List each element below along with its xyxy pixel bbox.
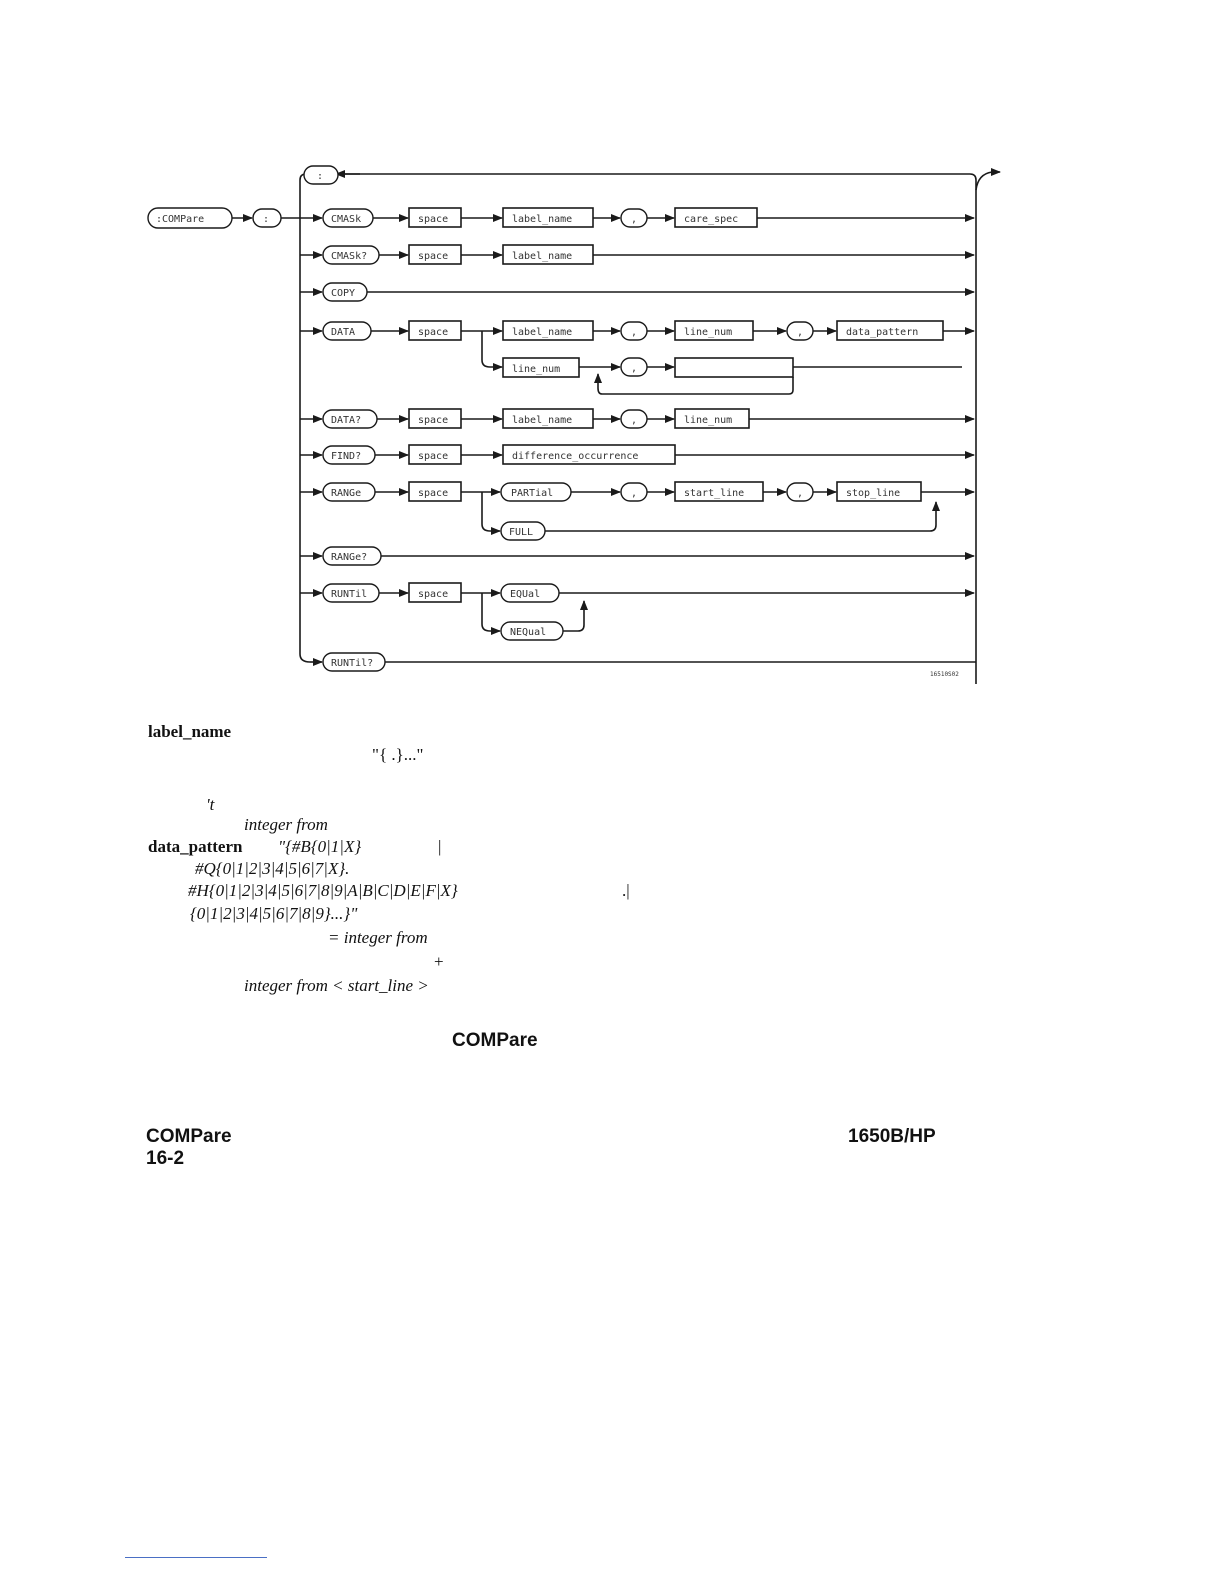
care-spec-label: care_spec	[684, 214, 739, 225]
label-name-syntax: "{ .}..."	[372, 745, 424, 764]
range-query-label: RANGe?	[331, 552, 368, 563]
stop-line-label: stop_line	[846, 488, 901, 499]
label-name-term: label_name	[148, 722, 232, 741]
data-pattern-hex: #H{0|1|2|3|4|5|6|7|8|9|A|B|C|D|E|F|X}	[188, 881, 458, 900]
footer-product: 1650B/HP	[848, 1126, 936, 1147]
find-query-label: FIND?	[331, 451, 362, 462]
data-query-comma-label: ,	[631, 415, 638, 426]
data-label: DATA	[331, 327, 356, 338]
loop-colon-label: :	[317, 171, 324, 182]
root-label: :COMPare	[156, 214, 205, 225]
data-pattern-label: data_pattern	[846, 327, 919, 338]
data-alt-line-num-label: line_num	[512, 364, 561, 375]
cmask-space-label: space	[418, 214, 449, 225]
data-alt-blank-box	[675, 358, 793, 377]
difference-occurrence-label: difference_occurrence	[512, 451, 639, 462]
data-query-label: DATA?	[331, 415, 362, 426]
data-query-line-num-label: line_num	[684, 415, 733, 426]
figure-id: 16510S02	[930, 671, 959, 678]
equal-label: EQUal	[510, 589, 541, 600]
data-alt-comma-label: ,	[631, 363, 638, 374]
cmask-query-label: CMASk?	[331, 251, 368, 262]
cmask-query-label-name-label: label_name	[512, 251, 573, 262]
bar-fragment: |	[438, 837, 442, 856]
eq-integer-from: = integer from	[328, 928, 428, 947]
copy-label: COPY	[331, 288, 356, 299]
cmask-comma-label: ,	[631, 214, 638, 225]
plus-fragment: +	[434, 952, 444, 971]
range-space-label: space	[418, 488, 449, 499]
data-comma-label-1: ,	[631, 327, 638, 338]
data-pattern-octal: #Q{0|1|2|3|4|5|6|7|X}.	[195, 859, 350, 878]
data-pattern-term: data_pattern	[148, 837, 243, 856]
syntax-diagram	[0, 0, 1224, 720]
cmask-query-space-label: space	[418, 251, 449, 262]
footer-rule	[125, 1557, 267, 1558]
compare-mid-text: COMPare	[452, 1030, 538, 1051]
range-comma-label-2: ,	[797, 488, 804, 499]
full-label: FULL	[509, 527, 534, 538]
trunk-line	[300, 190, 310, 662]
data-line-num-label: line_num	[684, 327, 733, 338]
data-space-label: space	[418, 327, 449, 338]
cmask-label: CMASk	[331, 214, 362, 225]
data-query-label-name-label: label_name	[512, 415, 573, 426]
start-line-label: start_line	[684, 488, 745, 499]
footer-page-number: 16-2	[146, 1148, 185, 1169]
comma-bar-fragment: .|	[622, 881, 630, 900]
integer-from-1: integer from	[244, 815, 328, 834]
loop-line	[300, 174, 976, 684]
integer-from-start: integer from < start_line >	[244, 976, 429, 995]
range-label: RANGe	[331, 488, 362, 499]
cmask-label-name-label: label_name	[512, 214, 573, 225]
runtil-query-label: RUNTil?	[331, 658, 374, 669]
data-comma-label-2: ,	[797, 327, 804, 338]
runtil-space-label: space	[418, 589, 449, 600]
root-colon-label: :	[263, 214, 270, 225]
find-space-label: space	[418, 451, 449, 462]
range-comma-label-1: ,	[631, 488, 638, 499]
footer-section-title: COMPare	[146, 1126, 232, 1147]
data-query-space-label: space	[418, 415, 449, 426]
data-pattern-decimal: {0|1|2|3|4|5|6|7|8|9}...}"	[190, 904, 358, 923]
runtil-label: RUNTil	[331, 589, 368, 600]
partial-label: PARTial	[511, 488, 554, 499]
data-label-name-label: label_name	[512, 327, 573, 338]
data-pattern-binary: "{#B{0|1|X}	[278, 837, 362, 856]
nequal-label: NEQual	[510, 627, 547, 638]
apostrophe-fragment: 't	[206, 795, 215, 814]
